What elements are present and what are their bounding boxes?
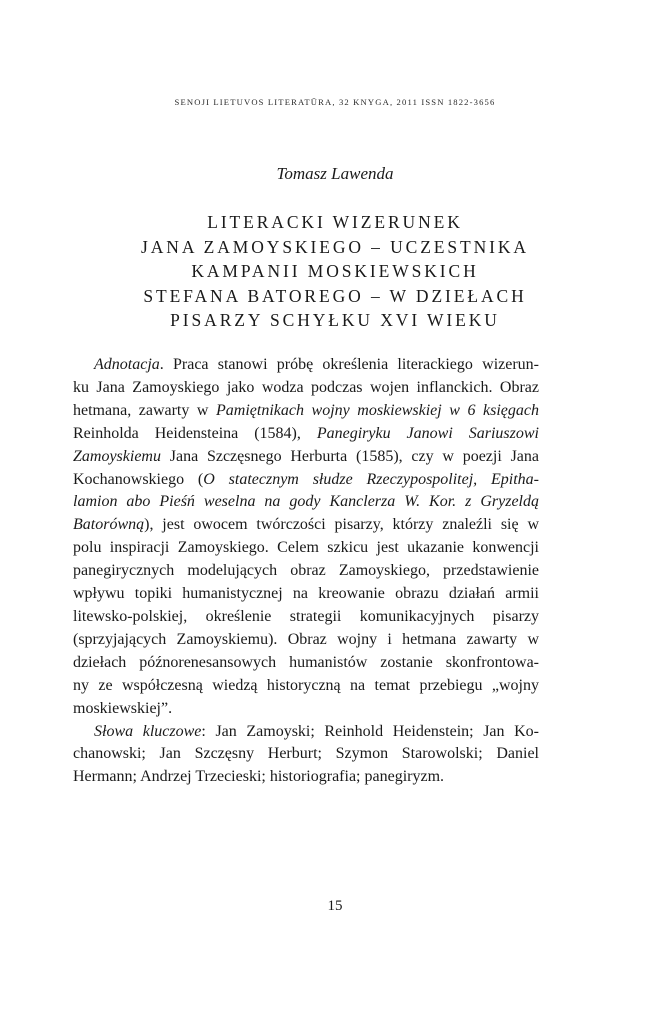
text-segment: wpływu topiki humanistycznej na kreowanie obrazu działań armii [73,585,539,603]
keywords-line [73,766,539,789]
italic-text-segment: Adnotacja [94,356,160,373]
abstract-line [73,629,539,652]
abstract-line [73,560,539,583]
text-segment: hetmana, zawarty w [73,401,217,419]
title-line: KAMPANII MOSKIEWSKICH [191,261,479,281]
italic-text-segment: O statecznym słudze Rzeczypospolitej, Epitha- [203,470,540,488]
text-segment: moskiewskiej”. [73,699,173,717]
text-segment: ny ze współczesną wiedzą historyczną na temat przebiegu „wojny [73,676,539,694]
article-author: Tomasz Lawenda [276,164,394,183]
text-segment: (sprzyjających Zamoyskiemu). Obraz wojny i hetmana zawarty w [73,630,539,648]
abstract-line [73,606,539,629]
abstract-line [73,652,539,675]
title-line: LITERACKI WIZERUNEK [207,212,463,232]
text-segment: panegirycznych modelujących obraz Zamoyskiego, przedstawienie [73,562,539,580]
text-segment: Reinholda Heidensteina (1584), [73,424,317,442]
abstract-paragraph [73,354,539,721]
abstract-body [73,354,539,789]
abstract-line [73,400,539,423]
text-segment: Hermann; Andrzej Trzecieski; historiografia; panegiryzm. [73,768,445,786]
abstract-line [73,354,539,377]
page-number: 15 [327,898,343,914]
abstract-line [73,583,539,606]
text-segment: chanowski; Jan Szczęsny Herburt; Szymon Starowolski; Daniel [73,745,539,763]
keywords-paragraph [73,721,539,790]
abstract-line [73,537,539,560]
italic-text-segment: Pamiętnikach wojny moskiewskiej w 6 księgach [216,401,539,419]
running-head: SENOJI LIETUVOS LITERATŪRA, 32 KNYGA, 2011 ISSN 1822-3656 [174,97,496,107]
abstract-line [73,491,539,514]
text-segment: Kochanowskiego ( [73,470,204,488]
title-line: STEFANA BATOREGO – W DZIEŁACH [143,285,527,306]
italic-text-segment: Zamoyskiemu [73,447,161,465]
abstract-line [73,469,539,492]
italic-text-segment: Słowa kluczowe [94,722,202,740]
abstract-line [73,698,539,721]
text-segment: Jana Szczęsnego Herburta (1585), czy w poezji Jana [160,447,539,465]
text-segment: ku Jana Zamoyskiego jako wodza podczas wojen inflanckich. Obraz [73,378,539,396]
title-line: JANA ZAMOYSKIEGO – UCZESTNIKA [141,236,529,257]
abstract-line [73,423,539,446]
text-segment: . Praca stanowi próbę określenia literackiego wizerun- [159,356,539,373]
abstract-line [73,377,539,400]
keywords-line [73,743,539,766]
abstract-line [73,675,539,698]
text-segment: polu inspiracji Zamoyskiego. Celem szkicu jest ukazanie konwencji [73,539,539,557]
text-segment: litewsko-polskiej, określenie strategii komunikacyjnych pisarzy [73,607,539,625]
italic-text-segment: lamion abo Pieśń weselna na gody Kanclerza W. Kor. z Gryzeldą [73,493,539,511]
text-segment: : Jan Zamoyski; Reinhold Heidenstein; Jan Ko- [201,722,540,740]
abstract-line [73,446,539,469]
keywords-line [73,721,539,744]
italic-text-segment: Batorówną [73,516,145,534]
text-segment: dziełach późnorenesansowych humanistów zostanie skonfrontowa- [73,653,539,671]
title-line: PISARZY SCHYŁKU XVI WIEKU [170,310,500,330]
article-title [0,210,670,333]
abstract-line [73,514,539,537]
italic-text-segment: Panegiryku Janowi Sariuszowi [316,424,539,442]
text-segment: ), jest owocem twórczości pisarzy, którzy znaleźli się w [144,516,539,534]
